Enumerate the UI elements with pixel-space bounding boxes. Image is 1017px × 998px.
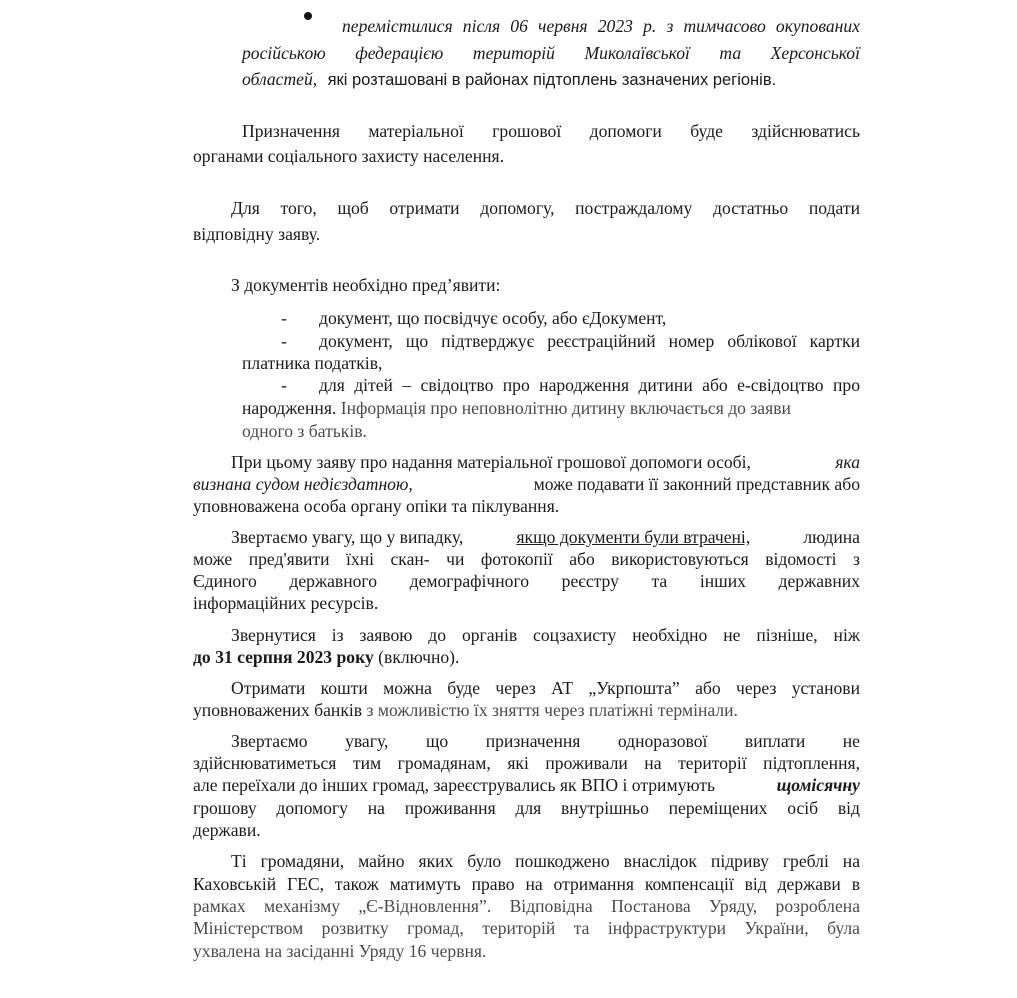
docs-item-3-line-3: одного з батьків. — [242, 421, 367, 441]
p6-line-2: уповноважених банків з можливістю їх зняття через платіжні термінали. — [193, 700, 738, 720]
docs-item-3-line-1: для дітей – свідоцтво про народження дитини або е-свідоцтво про — [319, 375, 860, 395]
docs-item-2-line-1: документ, що підтверджує реєстраційний номер облікової картки — [319, 331, 860, 351]
docs-heading: З документів необхідно пред’явити: — [231, 275, 501, 295]
p8-line-2: Каховській ГЕС, також матимуть право на отримання компенсації від держави в — [193, 874, 860, 894]
docs-item-3-line-2: народження. Інформація про неповнолітню дитину включається до заяви — [242, 398, 791, 418]
docs-item-1: документ, що посвідчує особу, або єДокумент, — [319, 308, 667, 328]
p7-line-3: але переїхали до інших громад, зареєструвались як ВПО і отримують щомісячну — [193, 775, 860, 795]
p4-line-4: інформаційних ресурсів. — [193, 593, 379, 613]
bullet-line-3: областей, які розташовані в районах підтоплень зазначених регіонів. — [242, 69, 777, 89]
p1-line-2: органами соціального захисту населення. — [193, 146, 505, 166]
p8-line-5: ухвалена на засіданні Уряду 16 червня. — [193, 941, 487, 961]
dash-icon: - — [281, 331, 287, 351]
p7-line-5: держави. — [193, 820, 261, 840]
bullet-icon — [304, 12, 312, 20]
dash-icon: - — [281, 375, 287, 395]
p2-line-2: відповідну заяву. — [193, 224, 321, 244]
docs-item-2-line-2: платника податків, — [242, 353, 383, 373]
p2-line-1: Для того, щоб отримати допомогу, постраждалому достатньо подати — [231, 198, 860, 218]
p4-line-3: Єдиного державного демографічного реєстру та інших державних — [193, 571, 860, 591]
p7-line-2: здійснюватиметься тим громадянам, які проживали на території підтоплення, — [193, 753, 860, 773]
p4-line-1: Звертаємо увагу, що у випадку, якщо документи були втрачені, людина — [231, 527, 860, 547]
p3-line-1: При цьому заяву про надання матеріальної грошової допомоги особі, яка — [231, 452, 860, 472]
p8-line-3: рамках механізму „Є-Відновлення”. Відповідна Постанова Уряду, розроблена — [193, 896, 860, 916]
p4-line-2: може пред'явити їхні скан- чи фотокопії або використовуються відомості з — [193, 549, 860, 569]
p8-line-4: Міністерством розвитку громад, територій та інфраструктури України, була — [193, 918, 860, 938]
bullet-line-2: російською федерацією територій Миколаївської та Херсонської — [242, 43, 860, 63]
p5-line-2: до 31 серпня 2023 року (включно). — [193, 647, 460, 667]
p3-line-3: уповноважена особа органу опіки та піклування. — [193, 496, 560, 516]
p6-line-1: Отримати кошти можна буде через АТ „Укрпошта” або через установи — [231, 678, 860, 698]
p5-line-1: Звернутися із заявою до органів соцзахисту необхідно не пізніше, ніж — [231, 625, 860, 645]
p8-line-1: Ті громадяни, майно яких було пошкоджено внаслідок підриву греблі на — [231, 851, 860, 871]
p1-line-1: Призначення матеріальної грошової допомоги буде здійснюватись — [242, 121, 860, 141]
dash-icon: - — [281, 308, 287, 328]
p7-line-1: Звертаємо увагу, що призначення одноразової виплати не — [231, 731, 860, 751]
p3-line-2: визнана судом недієздатною, може подавати її законний представник або — [193, 474, 860, 494]
p7-line-4: грошову допомогу на проживання для внутрішньо переміщених осіб від — [193, 798, 860, 818]
bullet-line-1: переміcтилися після 06 червня 2023 р. з тимчасово окупованих — [342, 16, 860, 36]
